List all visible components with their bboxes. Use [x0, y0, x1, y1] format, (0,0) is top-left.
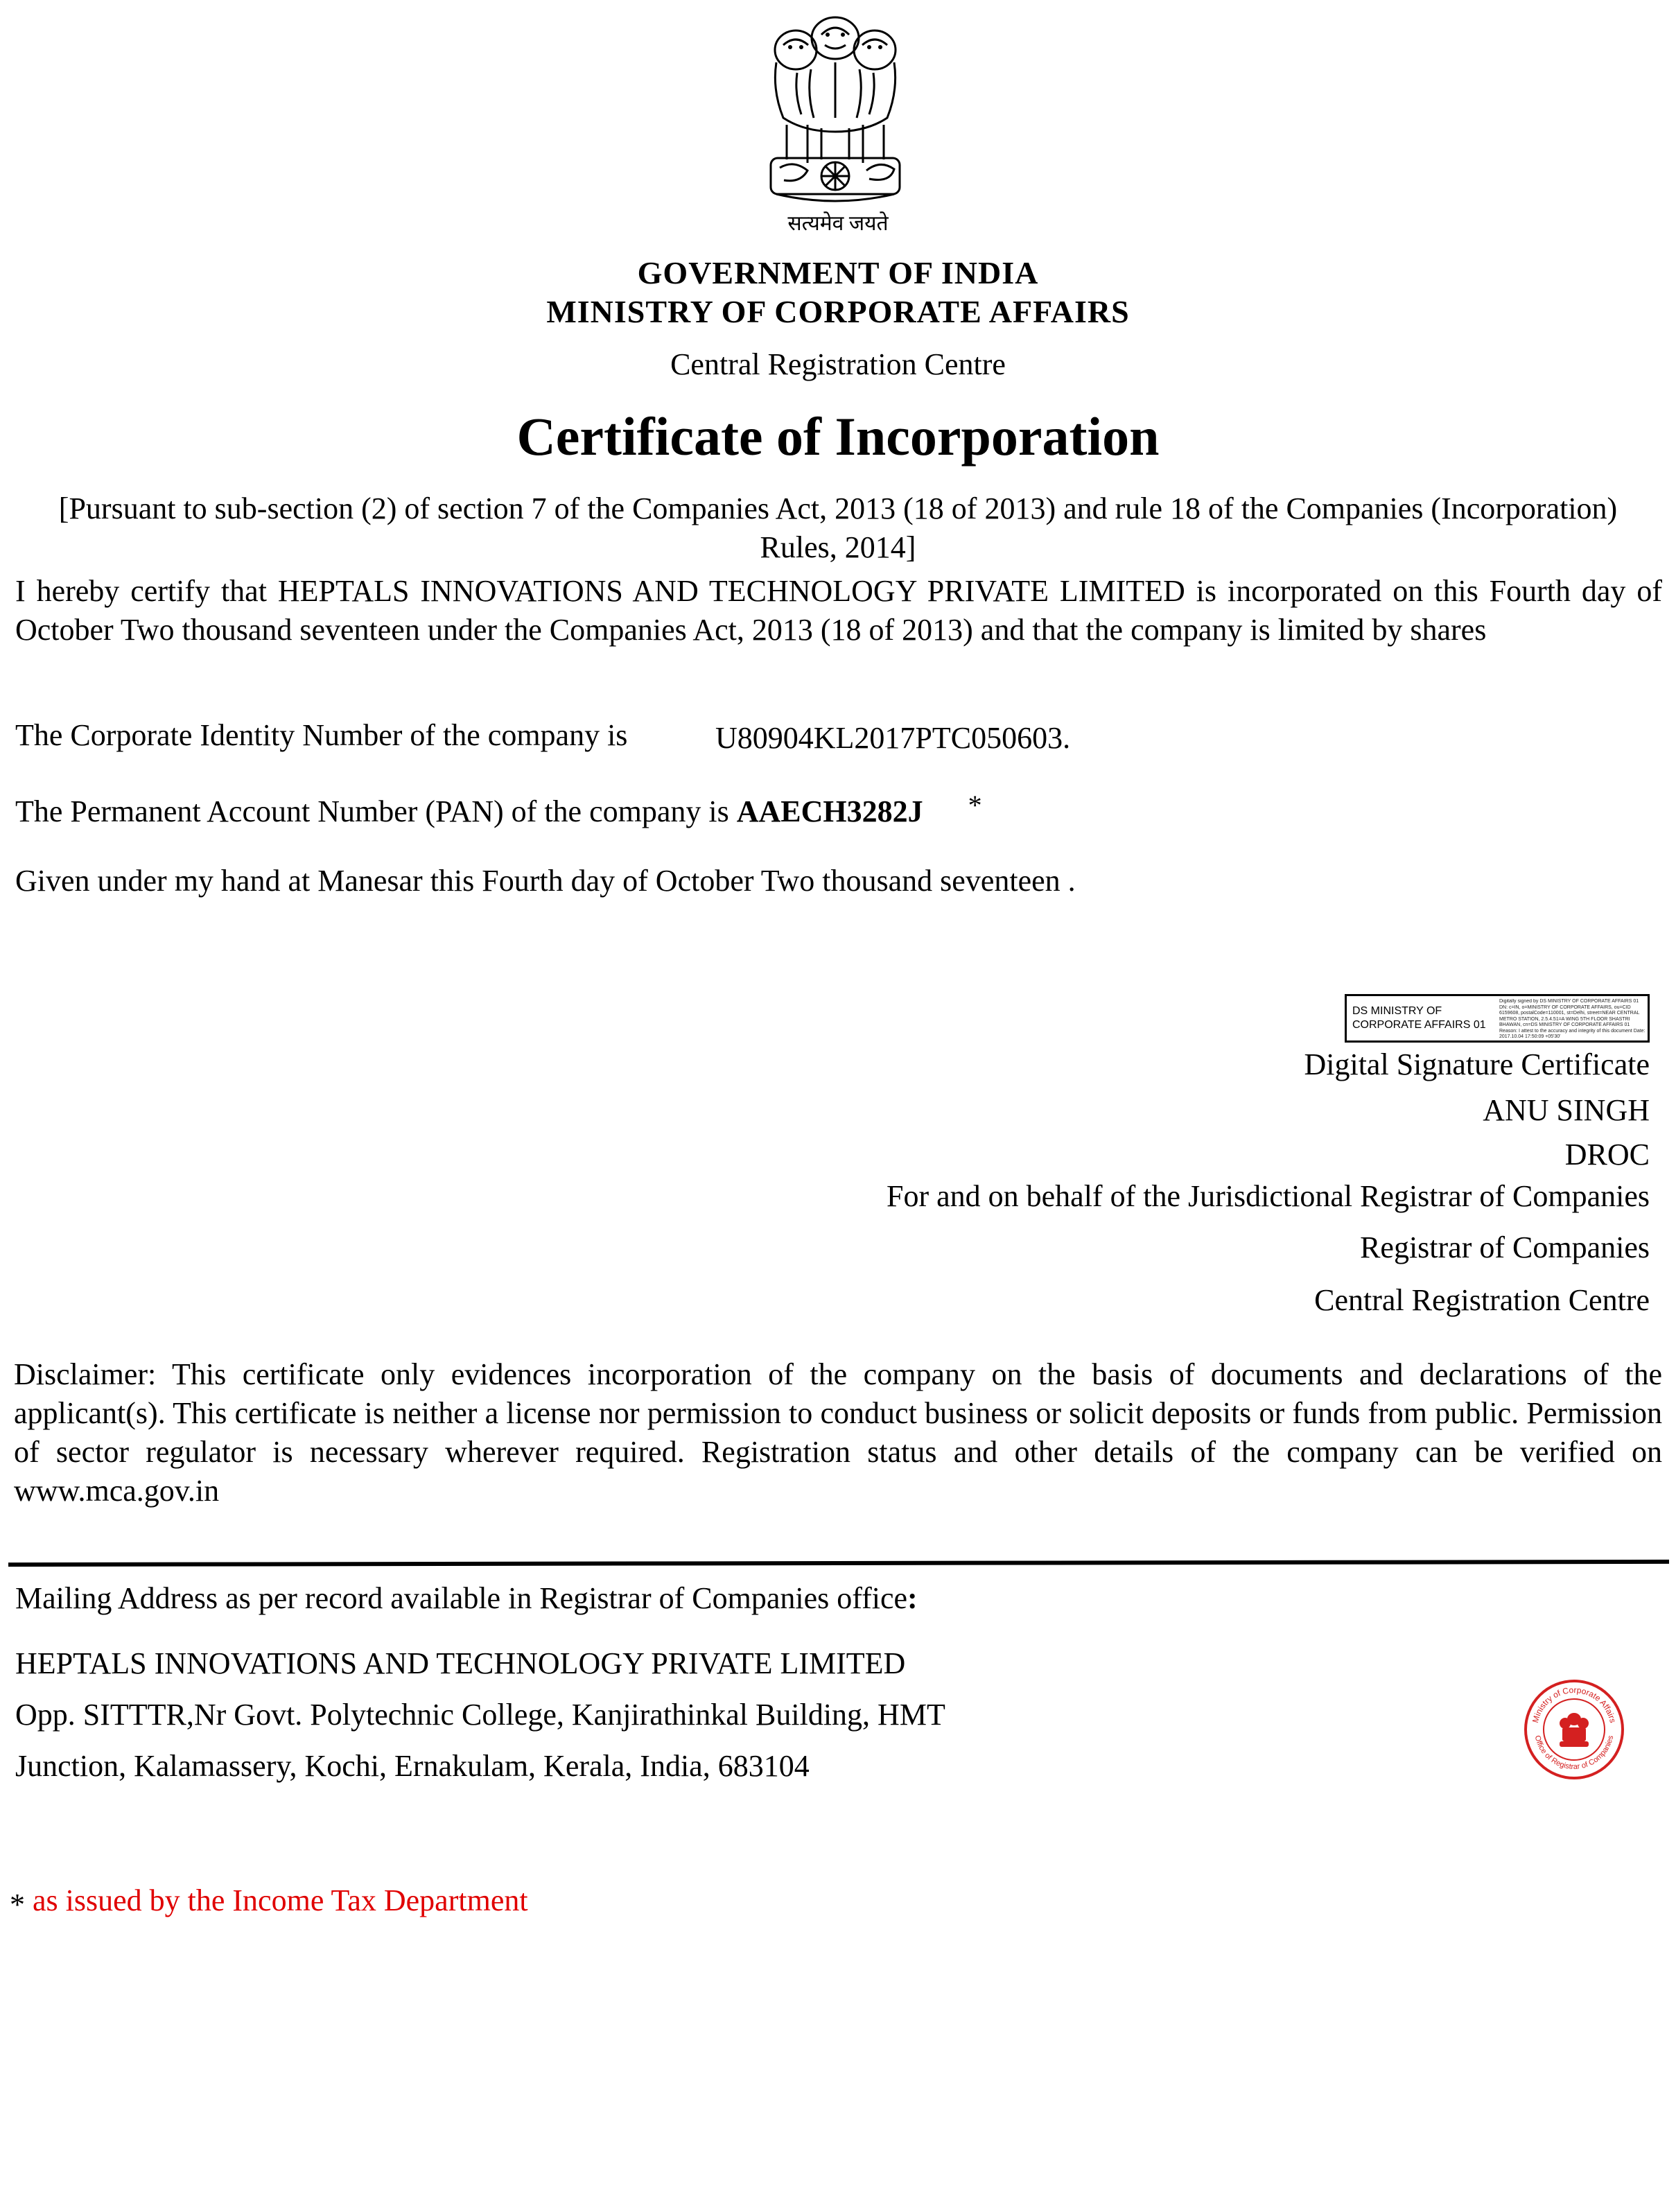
signatory-designation: DROC — [1564, 1138, 1650, 1172]
pan-line — [15, 790, 982, 829]
mailing-heading-colon: : — [907, 1581, 918, 1615]
mailing-address-line1: Opp. SITTTR,Nr Govt. Polytechnic College, Kanjirathinkal Building, HMT — [15, 1698, 945, 1732]
document-title: Certificate of Incorporation — [516, 406, 1160, 467]
certification-statement: I hereby certify that HEPTALS INNOVATIONS AND TECHNOLOGY PRIVATE LIMITED is incorporated on this Fourth day of October Two thousand seventeen under the Companies Act, 2013 (18 of 2013) and that the company is limited by shares — [15, 574, 1662, 647]
mailing-address-line2: Junction, Kalamassery, Kochi, Ernakulam, Kerala, India, 683104 — [15, 1749, 810, 1783]
given-statement: Given under my hand at Manesar this Fourth day of October Two thousand seventeen . — [15, 864, 1076, 898]
signatory-name: ANU SINGH — [1483, 1093, 1650, 1127]
signatory-office: Registrar of Companies — [1360, 1230, 1650, 1264]
mailing-heading-text: Mailing Address as per record available in Registrar of Companies office — [15, 1581, 908, 1615]
mailing-address-heading — [15, 1580, 918, 1616]
cin-label: The Corporate Identity Number of the company is — [15, 718, 628, 752]
pan-value: AAECH3282J — [736, 794, 923, 828]
signature-type: Digital Signature Certificate — [1304, 1047, 1650, 1081]
footnote — [10, 1883, 528, 1922]
pan-footnote-marker: * — [968, 790, 982, 821]
ministry-heading: MINISTRY OF CORPORATE AFFAIRS — [546, 294, 1130, 329]
signatory-behalf: For and on behalf of the Jurisdictional Registrar of Companies — [887, 1179, 1650, 1213]
signatory-centre: Central Registration Centre — [1314, 1283, 1650, 1317]
digital-signature-details: Digitally signed by DS MINISTRY OF CORPORATE AFFAIRS 01 DN: c=IN, o=MINISTRY OF CORPORATE AFFAIRS, ou=CID 6159608, postalCode=110001, st=Delhi, street=NEAR CENTRAL METRO STATION, 2.5.4.51=A WING 5TH FLOOR SHASTRI BHAWAN, cn=DS MINISTRY OF CORPORATE AFFAIRS 01 Reason: I attest to the accuracy and integrity of this document Date: 2017.10.04 17:50:09 +05'30' — [1499, 999, 1646, 1039]
registrar-seal-icon — [1522, 1678, 1626, 1782]
digital-signature-label: DS MINISTRY OF CORPORATE AFFAIRS 01 — [1352, 1005, 1486, 1031]
section-divider — [8, 1560, 1669, 1567]
emblem-motto: सत्यमेव जयते — [787, 212, 889, 235]
svg-text:Office of Registrar of Compani: Office of Registrar of Companies — [1533, 1734, 1616, 1772]
svg-text:Ministry of Corporate Affairs: Ministry of Corporate Affairs — [1530, 1684, 1618, 1724]
pursuant-clause: [Pursuant to sub-section (2) of section 7 of the Companies Act, 2013 (18 of 2013) and rule 18 of the Companies (Incorporation) Rules, 2014] — [58, 491, 1618, 564]
footnote-text: as issued by the Income Tax Department — [25, 1883, 528, 1917]
disclaimer-text: Disclaimer: This certificate only evidences incorporation of the company on the basis of documents and declarations of the applicant(s). This certificate is neither a license nor permission to conduct business or solicit deposits or funds from public. Permission of sector regulator is necessary wherever required. Registration status and other details of the company can be verified on www.mca.gov.in — [14, 1357, 1662, 1508]
mailing-company-name: HEPTALS INNOVATIONS AND TECHNOLOGY PRIVATE LIMITED — [15, 1646, 906, 1680]
cin-value: U80904KL2017PTC050603. — [715, 721, 1071, 755]
digital-signature-stamp — [1345, 994, 1650, 1043]
pan-label: The Permanent Account Number (PAN) of the company is — [15, 794, 729, 828]
national-emblem-icon — [756, 7, 915, 215]
cin-line — [15, 717, 1071, 755]
footnote-marker: * — [10, 1888, 25, 1922]
government-heading: GOVERNMENT OF INDIA — [637, 255, 1039, 290]
registration-centre: Central Registration Centre — [670, 347, 1006, 381]
